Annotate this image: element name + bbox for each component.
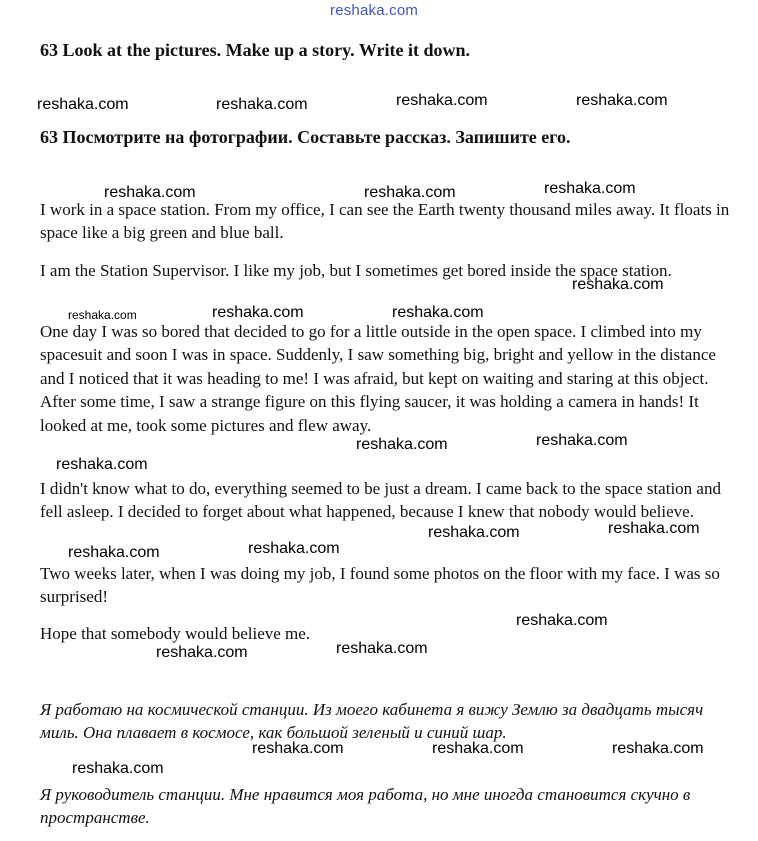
translation-paragraph-1: Я работаю на космической станции. Из моего кабинета я вижу Землю за двадцать тысяч миль. Она плавает в космосе, как большой зеленый и синий шар. (40, 700, 704, 743)
story-paragraph-3: One day I was so bored that decided to go for a little outside in the open space. I climbed into my spacesuit and soon I was in space. Suddenly, I saw something big, bright and yellow in the distance and I noticed that it was heading to me! I was afraid, but kept on waiting and staring at this object. After some time, I saw a strange figure on this flying saucer, it was holding a camera in hands! It looked at me, took some pictures and flew away. (40, 322, 716, 435)
watermark: reshaka.com (572, 276, 664, 293)
watermark: reshaka.com (336, 640, 428, 657)
story-paragraph-1: I work in a space station. From my office, I can see the Earth twenty thousand miles away. It floats in space like a big green and blue ball. (40, 200, 730, 243)
story-paragraph-5: Two weeks later, when I was doing my job, I found some photos on the floor with my face. I was so surprised! (40, 564, 720, 607)
translation-paragraph-2: Я руководитель станции. Мне нравится моя работа, но мне иногда становится скучно в пространстве. (40, 785, 691, 828)
watermark: reshaka.com (56, 456, 148, 473)
story-paragraph-4: I didn't know what to do, everything seemed to be just a dream. I came back to the space station and fell asleep. I decided to forget about what happened, because I knew that nobody would believe. (40, 479, 721, 522)
exercise-title-russian: 63 Посмотрите на фотографии. Составьте рассказ. Запишите его. (40, 127, 571, 147)
watermark: reshaka.com (356, 436, 448, 453)
watermark: reshaka.com (576, 92, 668, 109)
watermark: reshaka.com (612, 740, 704, 757)
watermark: reshaka.com (156, 644, 248, 661)
watermark: reshaka.com (68, 308, 137, 322)
watermark: reshaka.com (432, 740, 524, 757)
watermark: reshaka.com (392, 304, 484, 321)
watermark: reshaka.com (104, 184, 196, 201)
watermark: reshaka.com (396, 92, 488, 109)
watermark: reshaka.com (428, 524, 520, 541)
watermark: reshaka.com (72, 760, 164, 777)
watermark: reshaka.com (544, 180, 636, 197)
watermark: reshaka.com (216, 96, 308, 113)
watermark: reshaka.com (212, 304, 304, 321)
watermark: reshaka.com (248, 540, 340, 557)
watermark: reshaka.com (68, 544, 160, 561)
watermark: reshaka.com (608, 520, 700, 537)
watermark: reshaka.com (252, 740, 344, 757)
story-paragraph-6: Hope that somebody would believe me. (40, 624, 311, 643)
watermark: reshaka.com (37, 96, 129, 113)
watermark: reshaka.com (364, 184, 456, 201)
exercise-title-english: 63 Look at the pictures. Make up a story. Write it down. (40, 40, 471, 60)
watermark: reshaka.com (516, 612, 608, 629)
site-header-link[interactable]: reshaka.com (330, 2, 419, 19)
watermark: reshaka.com (536, 432, 628, 449)
story-paragraph-2: I am the Station Supervisor. I like my job, but I sometimes get bored inside the space station. (40, 261, 672, 280)
